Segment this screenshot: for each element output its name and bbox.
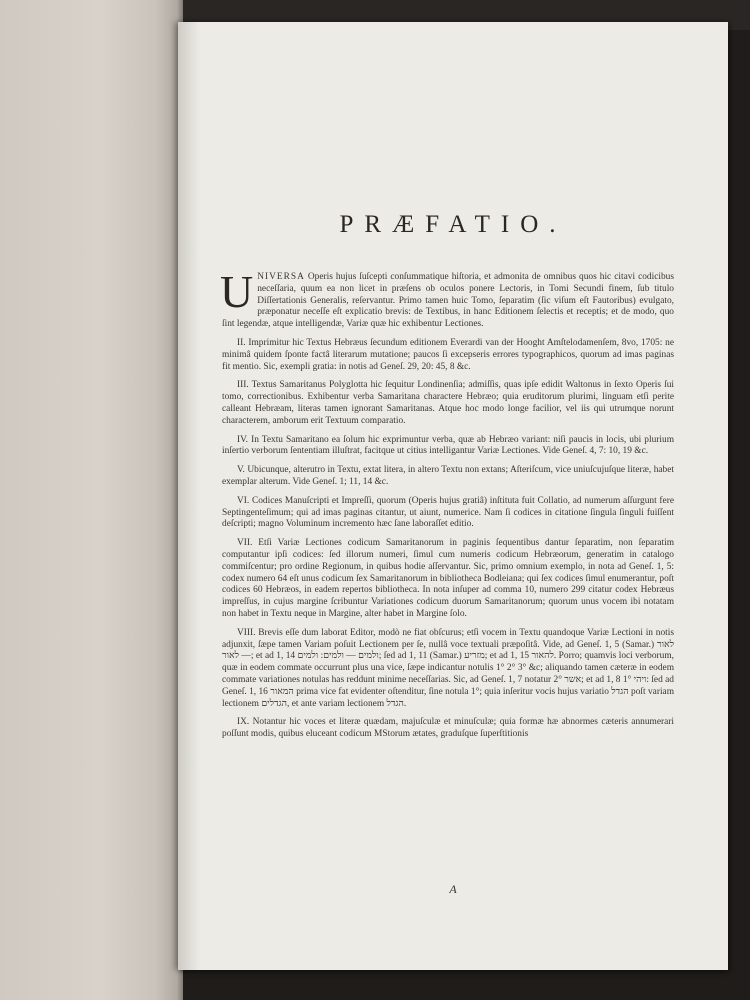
paragraph-lead: NIVERSA [257,272,305,282]
book-page [178,22,728,970]
left-facing-page [0,0,183,1000]
paragraph-4: IV. In Textu Samaritano ea ſolum hic exprimuntur verba, quæ ab Hebræo variant: niſi paucis in locis, ubi plurium inſertio verborum ſententiam illuſtrat, facitque ut citius intelligantur Variæ Lectiones. Vide Geneſ. 4, 7: 10, 19 &c. [222,434,674,457]
paragraph-7: VII. Etſi Variæ Lectiones codicum Samaritanorum in paginis ſequentibus dantur ſeparatim, non ſeparatim computantur ipſi codices: ſed illorum numeri, ſimul cum numeris codicum Hebræorum, generatim in catalogo commiſcentur; pro ordine Regionum, in quibus hodie aſſervantur. Sic, primo omnium exemplo, in nota ad Geneſ. 1, 5: codex numero 64 eſt unus codicum ſex Samaritanorum in bibliotheca Bodleiana; qui ſex codices ſimul enumerantur, poſt codices 60 Hebræos, in eadem repertos bibliotheca. In nota inſuper ad comma 10, numero 299 citatur codex Hebræus impreſſus, in cujus margine ſcribuntur Variationes codicum duorum Samaritanorum; quorum unus vocem ibi notatam non habet in Textu neque in Margine, alter habet in Margine ſolo. [222,538,674,619]
body-text [220,266,675,748]
paragraph-text: Operis hujus ſuſcepti conſummatique hiſtoria, et admonita de omnibus quos hic citavi codicibus neceſſaria, quum ea non licet in præſens ob oculos ponere Lectoris, in Tomi Secundi finem, ſub titulo Diſſertationis Generalis, reſervantur. Primo tamen huic Tomo, ſeparatim (ſic viſum eſt Fautoribus) evulgato, præponatur neceſſe eſt explicatio brevis: de Textibus, in hanc Editionem ſelectis et receptis; et de modo, quo ſint legendæ, atque intelligendæ, Variæ quæ hic exhibentur Lectiones. [222,272,675,330]
paragraph-5: V. Ubicunque, alterutro in Textu, extat litera, in altero Textu non extans; Aſteriſcum, vice uniuſcujuſque literæ, habet exemplar alterum. Vide Geneſ. 1; 11, 14 &c. [222,465,674,487]
paragraph-3: III. Textus Samaritanus Polyglotta hic ſequitur Londinenſia; admiſſis, quas ipſe edidit Waltonus in ſexto Operis ſui tomo, correctionibus. Exhibentur verba Samaritana charactere Hebræo; quia eruditorum plurimi, linguam etſi perite calleant Hebræam, literas tamen ignorant Samaritanas. Atque hoc modo longe facilior, vel iis qui utrumque norunt characterem, amborum erit Textuum comparatio. [222,380,674,426]
page-title: PRÆFATIO. [339,210,567,238]
drop-cap: U [220,266,254,317]
paragraph-8: VIII. Brevis eſſe dum laborat Editor, modò ne fiat obſcurus; etſi vocem in Textu quandoque Variæ Lectioni in notis adjunxit, ſæpe tamen Variam poſuit Lectionem per ſe, nullâ voce textuali præpoſitâ. Vide, ad Geneſ. 1, 5 (Samar.) לאור — לאור; et ad 1, 14 ולמים — ולמים: ולמים; ſed ad 1, 11 (Samar.) מזריע; et ad 1, 15 להאור. Porro; quamvis loci verborum, quæ in eodem commate occurrunt plus una vice, ſæpe indicantur notulis 1° 2° 3° &c; aliquando tamen cæteræ in eodem commate variationes notulas has reddunt minime neceſſarias. Sic, ad Geneſ. 1, 7 notatur אשר 2°; et ad 1, 8 ויהי 1°: ſed ad Geneſ. 1, 16 המאור prima vice fat evidenter oſtenditur, ſine notula 1°; quia inſeritur vocis hujus variatio הגדל poſt variam lectionem הגדלים, et ante variam lectionem הגדל. [222,627,675,709]
paragraph-6: VI. Codices Manuſcripti et Impreſſi, quorum (Operis hujus gratiâ) inſtituta fuit Collatio, ad numerum aſſurgunt fere Septingenteſimum; qui ad imas paginas citantur, ut aiunt, numerice. Nam ſi codices in citatione ſingula ſinguli fuiſſent deſcripti; magno Voluminum incremento hæc ſane laboraſſet editio. [222,495,674,530]
signature-mark: A [449,882,457,896]
paragraph-1 [220,266,675,331]
paragraph-2: II. Imprimitur hic Textus Hebræus ſecundum editionem Everardi van der Hooght Amſtelodamenſem, 8vo, 1705: ne minimâ quidem ſponte factâ literarum mutatione; paucos ſi excepseris errores typographicos, quorum ad imas paginas fit mentio. Sic, exempli gratia: in notis ad Geneſ. 29, 20: 45, 8 &c. [222,337,674,372]
paragraph-9: IX. Notantur hic voces et literæ quædam, majuſculæ et minuſculæ; quia formæ hæ abnormes cæteris annumerari poſſunt modis, quibus eluceant codicum MStorum ætates, graduſque ſuperſtitionis [222,717,674,740]
